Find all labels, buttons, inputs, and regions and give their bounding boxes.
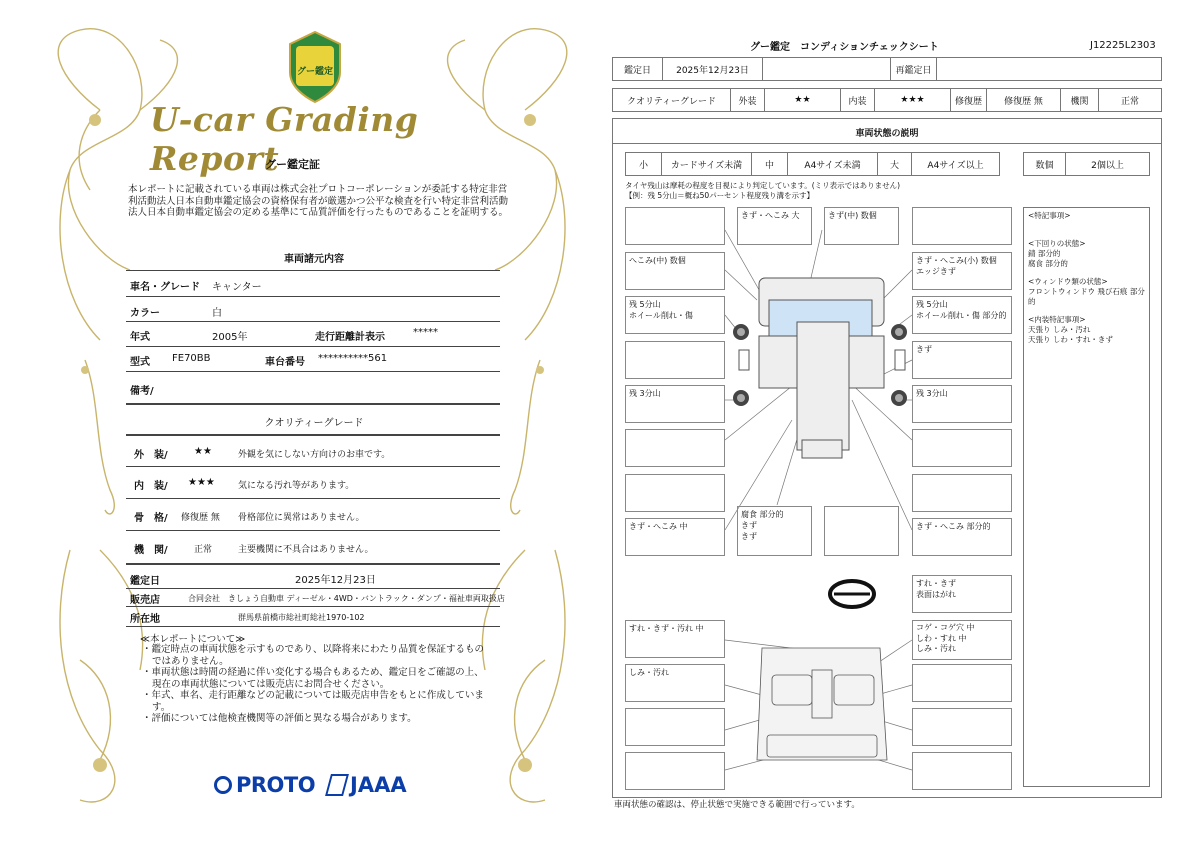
engine-value: 正常 [194, 545, 213, 555]
interior-label: 内 装/ [134, 481, 168, 492]
color-value: 白 [212, 308, 222, 319]
dealer-label: 販売店 [130, 595, 160, 606]
panel-box: すれ・きず・汚れ 中 [625, 620, 725, 658]
size-mid: 中 [752, 153, 788, 175]
proto-logo-icon [214, 776, 232, 794]
count-legend [1023, 152, 1150, 176]
int-label: 内装 [841, 89, 875, 111]
date-value: 2025年12月23日 [295, 575, 376, 586]
specs-heading: 車両諸元内容 [284, 254, 344, 265]
panel-box [912, 664, 1012, 702]
engine-label-r: 機関 [1061, 89, 1099, 111]
sheet-footer: 車両状態の確認は、停止状態で実施できる範囲で行っています。 [614, 800, 860, 810]
frame-text: 骨格部位に異常はありません。 [238, 513, 365, 523]
mileage-value: ***** [413, 327, 438, 338]
dealer-value: 合同会社 きしょう自動車 ディーゼル・4WD・バントラック・ダンプ・福祉車両取扱店 [188, 594, 505, 603]
panel-box [912, 429, 1012, 467]
interior-stars: ★★★ [188, 477, 215, 488]
year-value: 2005年 [212, 332, 248, 343]
about-note: ・鑑定時点の車両状態を示すものであり、以降将来にわたり品質を保証するものではありません。 [142, 644, 485, 667]
size-legend [625, 152, 1000, 176]
panel-box: 残 5分山 ホイール削れ・傷 部分的 [912, 296, 1012, 334]
name-label: 車名・グレード [130, 282, 200, 293]
sheet-date-label: 鑑定日 [613, 58, 663, 80]
model-label: 型式 [130, 357, 150, 368]
panel-box: すれ・きず 表面はがれ [912, 575, 1012, 613]
exterior-stars: ★★ [194, 446, 212, 457]
chassis-label: 車台番号 [265, 357, 305, 368]
panel-box [912, 207, 1012, 245]
panel-box [912, 708, 1012, 746]
date-row [612, 57, 1162, 81]
reinspect-label: 再鑑定日 [891, 58, 937, 80]
panel-box: 残 5分山 ホイール削れ・傷 [625, 296, 725, 334]
panel-box: きず・へこみ 部分的 [912, 518, 1012, 556]
ext-label: 外装 [731, 89, 765, 111]
size-large-desc: A4サイズ以上 [927, 160, 984, 171]
about-note: ・年式、車名、走行距離などの記載については販売店申告をもとに作成しています。 [142, 690, 484, 713]
interior-text: 気になる汚れ等があります。 [238, 481, 355, 491]
ext-value: ★★ [765, 89, 841, 111]
panel-box [824, 506, 899, 556]
size-small-desc: カードサイズ未満 [662, 153, 752, 175]
badge-text: グー鑑定 [296, 67, 333, 77]
panel-box: きず [912, 341, 1012, 379]
frame-label: 骨 格/ [134, 513, 168, 524]
panel-box: へこみ(中) 数個 [625, 252, 725, 290]
engine-text: 主要機関に不具合はありません。 [238, 545, 374, 555]
panel-box: きず・へこみ 大 [737, 207, 812, 245]
repair-label: 修復歴 [951, 89, 987, 111]
model-value: FE70BB [172, 353, 211, 364]
panel-box: きず(中) 数個 [824, 207, 899, 245]
certificate-subtitle: グー鑑定証 [265, 158, 320, 171]
panel-box [625, 429, 725, 467]
count-label: 数個 [1024, 153, 1066, 175]
qg-label: クオリティーグレード [613, 89, 731, 111]
date-label: 鑑定日 [130, 576, 160, 587]
panel-box [625, 474, 725, 512]
frame-value: 修復歴 無 [181, 513, 220, 523]
about-note: ・評価については他検査機関等の評価と異なる場合があります。 [142, 713, 417, 724]
tire-note-1: タイヤ残山は摩耗の程度を目視により判定しています。(ミリ表示ではありません) [625, 181, 901, 190]
mileage-label: 走行距離計表示 [315, 332, 385, 343]
chassis-value: **********561 [318, 353, 388, 364]
address-value: 群馬県前橋市総社町総社1970-102 [238, 613, 365, 622]
panel-box [625, 708, 725, 746]
quality-heading: クオリティーグレード [264, 418, 364, 429]
special-notes: <特記事項> <下回りの状態> 錆 部分的 腐食 部分的 <ウィンドウ類の状態> フロントウィンドウ 飛び石痕 部分的 <内装特記事項> 天張り しみ・汚れ 天張り しわ・すれ・きず [1023, 207, 1150, 787]
tire-note-2: 【例：残 5分山＝概ね50パーセント程度残り溝を示す】 [625, 191, 815, 200]
jaaa-logo: JAAA [350, 773, 407, 797]
panel-box: 残 3分山 [625, 385, 725, 423]
int-value: ★★★ [875, 89, 951, 111]
panel-box [912, 752, 1012, 790]
size-large: 大 [878, 153, 912, 175]
panel-box: しみ・汚れ [625, 664, 725, 702]
exterior-label: 外 装/ [134, 450, 168, 461]
sheet-date-value: 2025年12月23日 [663, 58, 763, 80]
size-small: 小 [626, 153, 662, 175]
repair-value: 修復歴 無 [987, 89, 1061, 111]
address-label: 所在地 [130, 614, 160, 625]
exterior-text: 外観を気にしない方向けのお車です。 [238, 450, 391, 460]
sheet-code: J12225L2303 [1090, 40, 1156, 51]
about-notes [140, 644, 490, 725]
condition-heading: 車両状態の説明 [855, 129, 919, 139]
year-label: 年式 [130, 332, 150, 343]
panel-box: 腐食 部分的 きず きず [737, 506, 812, 556]
panel-box: 残 3分山 [912, 385, 1012, 423]
color-label: カラー [130, 308, 160, 319]
certificate-title: U-car Grading Report [150, 100, 419, 178]
count-desc: 2個以上 [1091, 160, 1124, 171]
notes-label: 備考/ [130, 386, 154, 397]
engine-label: 機 関/ [134, 545, 168, 556]
grade-row [612, 88, 1162, 112]
panel-box [912, 474, 1012, 512]
sheet-title: グー鑑定 コンディションチェックシート [750, 42, 939, 53]
size-mid-desc: A4サイズ未満 [788, 153, 878, 175]
about-heading: ≪本レポートについて≫ [140, 634, 246, 645]
engine-value-r: 正常 [1120, 96, 1139, 107]
panel-box: きず・へこみ 中 [625, 518, 725, 556]
panel-box [625, 752, 725, 790]
panel-box [625, 207, 725, 245]
certificate-intro: 本レポートに記載されている車両は株式会社プロトコーポレーションが委託する特定非営利活動法人日本自動車鑑定協会の資格保有者が厳選かつ公平な検査を行い特定非営利活動法人日本自動車鑑定協会の定める基準にて品質評価を行ったものであることを証明する。 [128, 184, 509, 218]
panel-box [625, 341, 725, 379]
panel-box: きず・へこみ(小) 数個 エッジきず [912, 252, 1012, 290]
proto-logo: PROTO [236, 773, 316, 797]
about-note: ・車両状態は時間の経過に伴い変化する場合もあるため、鑑定日をご確認の上、現在の車両状態については販売店にお問合せください。 [142, 667, 484, 690]
name-value: キャンター [212, 282, 262, 293]
panel-box: コゲ・コゲ穴 中 しわ・すれ 中 しみ・汚れ [912, 620, 1012, 660]
